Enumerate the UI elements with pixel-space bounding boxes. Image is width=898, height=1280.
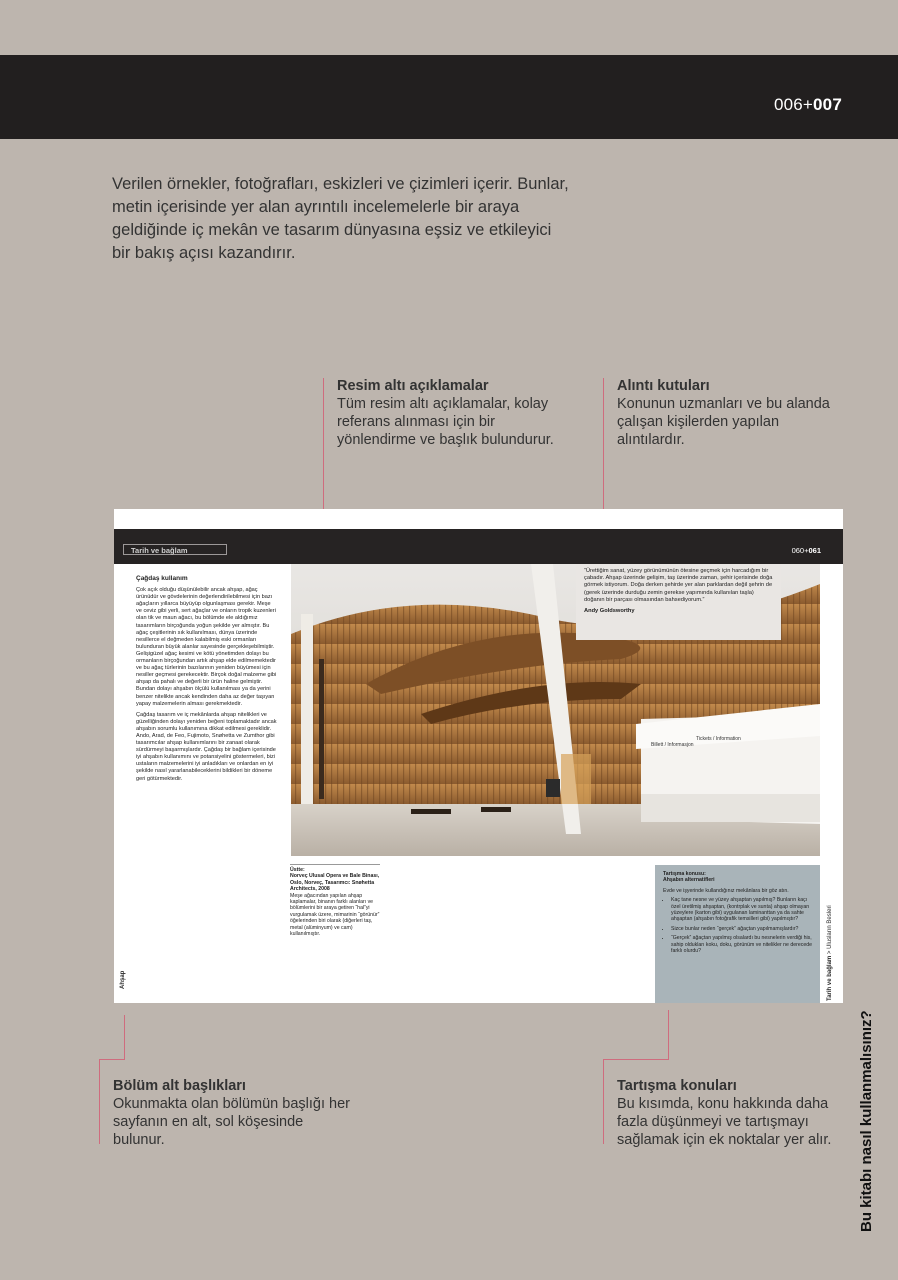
callout-body: Tüm resim altı açıklamalar, kolay referans alınması için bir yönlendirme ve başlık bulundurur. <box>337 396 554 448</box>
intro-text: Verilen örnekler, fotoğrafları, eskizleri ve çizimleri içerir. Bunlar, metin içerisinde yer alan ayrıntılı incelemelerle bir araya geldiğinde iç mekân ve tasarım dünyasına eşsiz ve etkileyici bir bakış açısı kazandırır. <box>112 175 569 262</box>
quote-author: Andy Goldsworthy <box>584 608 635 615</box>
callout-quotes <box>617 377 842 449</box>
svg-text:Billett / Informasjon: Billett / Informasjon <box>651 742 694 748</box>
callout-title: Alıntı kutuları <box>617 378 710 394</box>
spread-page-number: 060+061 <box>791 546 821 555</box>
spread-section-footer-right: Tarih ve bağlam > Ulusların Besleri <box>827 905 833 1001</box>
spread-paragraph: Çağdaş tasarım ve iç mekânlarda ahşap nitelikleri ve güzelliğinden dolayı yeniden beğeni toplamaktadır ancak ahşabın sorumlu kullanımına dikkat edilmesi gereklidir. Ando, Arad, de Feo, Fujimoto, Snøhetta ve Zumthor gibi tasarımcılar ahşap kullanımlarını bir zanaat olarak sürdürmeyi başarmışlardır. Çağdaş bir bağlam içerisinde iyi ahşabın kullanımını ve potansiyelini göstermeleri, bizi ustaların malzemelerini iyi anladıkları ve onlardan en iyi şekilde nasıl yararlanabileceklerini bildikleri bir döneme geri götürmektedir. <box>136 711 277 782</box>
quote-box <box>576 564 781 640</box>
side-title: Bu kitabı nasıl kullanmalısınız? <box>858 1010 875 1232</box>
leader-line-subheads-v <box>99 1059 100 1144</box>
discussion-title: Tartışma konusu: <box>663 871 706 877</box>
discussion-box <box>655 865 820 1003</box>
leader-line-subheads-h <box>99 1059 125 1060</box>
callout-title: Bölüm alt başlıkları <box>113 1078 246 1094</box>
spread-section-footer-left: Ahşap <box>120 970 126 989</box>
photo-caption <box>290 864 380 937</box>
discussion-intro: Evde ve işyerinde kullandığınız mekânlara bir göz atın. <box>663 887 789 894</box>
header-bar <box>0 55 898 139</box>
callout-discussion <box>617 1077 842 1149</box>
book-spread <box>114 509 843 1003</box>
spread-heading: Çağdaş kullanım <box>136 575 188 582</box>
leader-line-discussion-v <box>603 1059 604 1144</box>
callout-title: Tartışma konuları <box>617 1078 737 1094</box>
spread-section-chip: Tarih ve bağlam <box>123 544 227 555</box>
callout-body: Konunun uzmanları ve bu alanda çalışan kişilerden yapılan alıntılardır. <box>617 396 830 448</box>
discussion-subtitle: Ahşabın alternatifleri <box>663 877 715 884</box>
discussion-list <box>663 897 812 954</box>
callout-subheads <box>113 1077 353 1149</box>
spread-body-column <box>136 575 278 787</box>
callout-captions <box>337 377 572 449</box>
leader-line-discussion <box>668 1010 669 1060</box>
page-number: 006+007 <box>773 95 842 114</box>
callout-body: Okunmakta olan bölümün başlığı her sayfanın en alt, sol köşesinde bulunur. <box>113 1096 350 1148</box>
caption-label: Üstte: <box>290 867 305 873</box>
caption-body: Meşe ağacından yapılan ahşap kaplamalar, binanın farklı alanları ve bölümlerini bir araya getiren “hal”yi vurgulamak üzere, mimarinin “görünür” öğelerinden biri olarak (diğerleri taş, metal (alüminyum) ve cam) kullanılmıştır. <box>290 892 380 938</box>
spread-paragraph: Çok açık olduğu düşünülebilir ancak ahşap, ağaç ürünüdür ve gövdelerinin değerlendirilebilmesi için bazı ağaçların yıllarca büyüyüp olgunlaşması gerekir. Meşe ve ceviz gibi yerli, sert ağaçlar ve onların tropik kuzenleri olan tik ve maun ağacı, bu bölümde ele aldığımız tasarımların birçoğunda yoğun şekilde yer almıştır. Bu ağaç çeşitlerinin sık kullanılması, dünya üzerinde nesillerce el değmeden kalabilmiş eski ormanları bulunduran büyük alanlar sayesinde gerçekleşebilmiştir. Gelişigüzel ağaç kesimi ve kötü yönetimden dolayı bu ormanların birçoğundan artık ahşap elde edilmemektedir ve bu ağaç türlerinin bazılarının yeniden büyümesi için nesiller geçmesi gerekecektir. Birçok doğal malzeme gibi ahşap da pahalı ve değerli bir ürün haline gelmiştir. Bundan dolayı ahşabın ölçülü kullanılması ya da yerini benzer nitelikte ancak kendinden daha az değer taşıyan yapay malzemelerin alması gerekmektedir. <box>136 587 277 707</box>
discussion-item: • Kaç tane nesne ve yüzey ahşaptan yapılmış? Bunların kaçı özel üretilmiş ahşaptan, (kontrplak ve sunta) ahşap olmayan yüzeylere (karton gibi) uygulanan laminanttan ya da sahte ahşaptan (ahşabın fotoğrafik temsilleri gibi) yapılmıştır? <box>671 897 812 923</box>
caption-title: Norveç Ulusal Opera ve Bale Binası, Oslo, Norveç, Tasarımcı: Snøhetta Architects, 2008 <box>290 873 380 893</box>
callout-title: Resim altı açıklamalar <box>337 378 489 394</box>
leader-line-subheads <box>124 1015 125 1059</box>
svg-text:Tickets / Information: Tickets / Information <box>696 736 741 742</box>
discussion-item: • Sizce bunlar neden “gerçek” ağaçtan yapılmamışlardır? <box>671 926 812 932</box>
leader-line-discussion-h <box>603 1059 669 1060</box>
discussion-item: • “Gerçek” ağaçtan yapılmış olsalardı bu nesnelerin verdiği his, sahip oldukları koku, doku, görünüm ve nitelikler ne derecede farklı olurdu? <box>671 935 812 954</box>
callout-body: Bu kısımda, konu hakkında daha fazla düşünmeyi ve tartışmayı sağlamak için ek noktalar yer alır. <box>617 1096 832 1148</box>
quote-text: “Ürettiğim sanat, yüzey görünümünün ötesine geçmek için harcadığım bir çabadır. Ahşap üzerinde gelişim, taş üzerinde zaman, şehir içerisinde doğa görmek istiyorum. Doğa derken şehirde yer alan parklardan değil şehrin de (gerek üzerinde durduğu zemin gerekse yapımında kullanılan taşla) doğanın bir parçası olmasından bahsediyorum.” <box>584 568 773 603</box>
